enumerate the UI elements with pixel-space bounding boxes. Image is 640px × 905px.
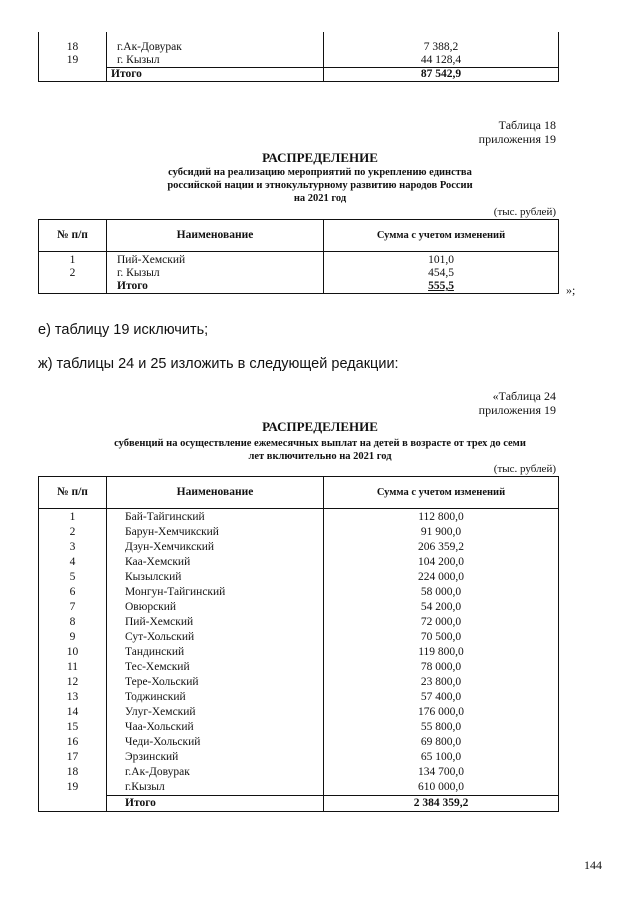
table-row — [39, 615, 559, 630]
row-sum: 55 800,0 — [324, 720, 559, 735]
table-row — [39, 585, 559, 600]
row-sum: 104 200,0 — [324, 555, 559, 570]
table-header — [39, 220, 559, 252]
table-row — [39, 600, 559, 615]
total-row — [39, 796, 559, 812]
row-sum: 134 700,0 — [324, 765, 559, 780]
row-num: 10 — [66, 646, 79, 658]
row-sum: 70 500,0 — [324, 630, 559, 645]
table24 — [38, 476, 559, 812]
row-name: Тоджинский — [107, 690, 324, 705]
row-name: Улуг-Хемский — [107, 705, 324, 720]
row-name: Чеди-Хольский — [107, 735, 324, 750]
table24-unit: (тыс. рублей) — [493, 463, 556, 475]
table-row — [39, 540, 559, 555]
table-row — [39, 705, 559, 720]
row-name: Тес-Хемский — [107, 660, 324, 675]
row-num: 9 — [69, 631, 76, 643]
row-name: г. Кызыл — [107, 267, 324, 280]
row-sum: 176 000,0 — [324, 705, 559, 720]
table-row — [39, 630, 559, 645]
row-name: Пий-Хемский — [107, 615, 324, 630]
row-sum: 91 900,0 — [324, 525, 559, 540]
row-sum: 44 128,4 — [324, 54, 559, 68]
row-sum: 206 359,2 — [324, 540, 559, 555]
row-name: Дзун-Хемчикский — [107, 540, 324, 555]
table18-subtitle: субсидий на реализацию мероприятий по укреплению единства российской нации и этнокультурному развитию народов России на 2021 год — [167, 167, 473, 204]
table-header — [39, 477, 559, 509]
top-table — [38, 32, 559, 82]
paragraph-zh: ж) таблицы 24 и 25 изложить в следующей редакции: — [38, 356, 399, 372]
total-label: Итого — [107, 68, 324, 82]
row-num: 18 — [66, 41, 79, 53]
row-name: Овюрский — [107, 600, 324, 615]
table24-subtitle: субвенций на осуществление ежемесячных выплат на детей в возрасте от трех до семи лет включительно на 2021 год — [114, 438, 526, 462]
table-row — [39, 54, 559, 68]
paragraph-e: е) таблицу 19 исключить; — [38, 322, 209, 338]
header-sum: Сумма с учетом изменений — [324, 220, 559, 252]
row-num: 14 — [66, 706, 79, 718]
row-num: 12 — [66, 676, 79, 688]
total-row — [39, 68, 559, 82]
row-num: 1 — [39, 252, 107, 268]
row-name: Каа-Хемский — [107, 555, 324, 570]
table-row — [39, 32, 559, 54]
table-row — [39, 765, 559, 780]
row-name: г.Кызыл — [107, 780, 324, 796]
row-sum: 7 388,2 — [324, 32, 559, 54]
total-label: Итого — [107, 280, 324, 294]
table-row — [39, 735, 559, 750]
table-row — [39, 267, 559, 280]
table-row — [39, 750, 559, 765]
table-row — [39, 720, 559, 735]
row-name: Эрзинский — [107, 750, 324, 765]
table-row — [39, 690, 559, 705]
row-name: г.Ак-Довурак — [107, 765, 324, 780]
row-name: Тандинский — [107, 645, 324, 660]
row-num: 3 — [69, 541, 76, 553]
row-num: 17 — [66, 751, 79, 763]
row-sum: 69 800,0 — [324, 735, 559, 750]
row-num: 19 — [66, 54, 79, 66]
table18-caption: Таблица 18 приложения 19 — [478, 118, 556, 146]
row-num: 5 — [69, 571, 76, 583]
header-num: № п/п — [57, 229, 88, 241]
row-num: 2 — [69, 267, 76, 279]
row-num: 15 — [66, 721, 79, 733]
row-name: Кызылский — [107, 570, 324, 585]
table24-caption: «Таблица 24 приложения 19 — [478, 389, 556, 417]
table-row — [39, 252, 559, 268]
row-num: 8 — [69, 616, 76, 628]
row-sum: 65 100,0 — [324, 750, 559, 765]
total-sum: 87 542,9 — [324, 68, 559, 82]
header-sum: Сумма с учетом изменений — [324, 477, 559, 509]
row-name: Монгун-Тайгинский — [107, 585, 324, 600]
row-num: 7 — [69, 601, 76, 613]
table-row — [39, 645, 559, 660]
row-name: Сут-Хольский — [107, 630, 324, 645]
row-name: Барун-Хемчикский — [107, 525, 324, 540]
row-sum: 58 000,0 — [324, 585, 559, 600]
total-label: Итого — [107, 796, 324, 812]
row-num: 18 — [66, 766, 79, 778]
table-row — [39, 675, 559, 690]
header-num: № п/п — [57, 486, 88, 498]
table18-title: РАСПРЕДЕЛЕНИЕ — [262, 150, 378, 165]
table-row — [39, 660, 559, 675]
row-sum: 78 000,0 — [324, 660, 559, 675]
table18-unit: (тыс. рублей) — [493, 206, 556, 218]
row-sum: 101,0 — [324, 252, 559, 268]
table-row — [39, 780, 559, 796]
row-sum: 454,5 — [324, 267, 559, 280]
row-name: Пий-Хемский — [107, 252, 324, 268]
row-sum: 57 400,0 — [324, 690, 559, 705]
row-name: г. Кызыл — [107, 54, 324, 68]
table18-closing-quote: »; — [566, 283, 576, 297]
row-num: 11 — [66, 661, 79, 673]
row-sum: 112 800,0 — [324, 509, 559, 526]
header-name: Наименование — [107, 220, 324, 252]
row-name: Бай-Тайгинский — [107, 509, 324, 526]
row-num: 2 — [69, 526, 76, 538]
total-sum: 555,5 — [324, 280, 559, 294]
table-row — [39, 509, 559, 526]
row-num: 19 — [66, 781, 79, 793]
row-name: Тере-Хольский — [107, 675, 324, 690]
table18 — [38, 219, 559, 294]
row-sum: 23 800,0 — [324, 675, 559, 690]
row-name: г.Ак-Довурак — [107, 32, 324, 54]
row-num: 4 — [69, 556, 76, 568]
header-name: Наименование — [107, 477, 324, 509]
row-num: 16 — [66, 736, 79, 748]
row-num: 1 — [39, 509, 107, 526]
table24-title: РАСПРЕДЕЛЕНИЕ — [262, 419, 378, 434]
row-name: Чаа-Хольский — [107, 720, 324, 735]
row-num: 6 — [69, 586, 76, 598]
row-sum: 72 000,0 — [324, 615, 559, 630]
row-sum: 610 000,0 — [324, 780, 559, 796]
total-row — [39, 280, 559, 294]
table-row — [39, 570, 559, 585]
row-sum: 54 200,0 — [324, 600, 559, 615]
table-row — [39, 555, 559, 570]
total-sum: 2 384 359,2 — [324, 796, 559, 812]
row-sum: 224 000,0 — [324, 570, 559, 585]
row-num: 13 — [66, 691, 79, 703]
page-number: 144 — [584, 858, 602, 872]
table-row — [39, 525, 559, 540]
row-sum: 119 800,0 — [324, 645, 559, 660]
